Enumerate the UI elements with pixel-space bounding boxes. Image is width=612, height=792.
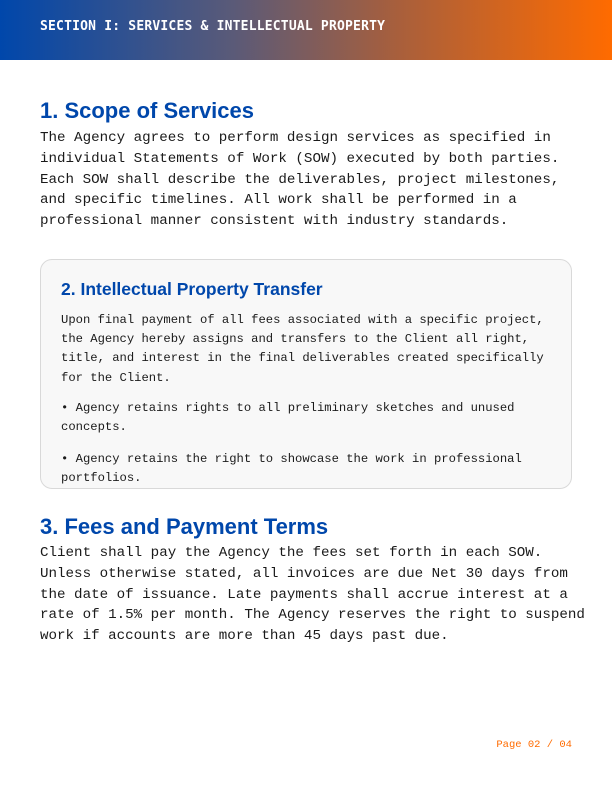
section-header-title: SECTION I: SERVICES & INTELLECTUAL PROPERTY xyxy=(40,19,386,34)
ip-transfer-body: Upon final payment of all fees associated with a specific project, the Agency hereby assigns and transfers to the Client all right, title, and interest in the final deliverables created specifically for the Client. xyxy=(61,313,544,385)
ip-bullet-preliminary-sketches: • Agency retains rights to all preliminary sketches and unused concepts. xyxy=(61,401,515,435)
scope-of-services-heading: 1. Scope of Services xyxy=(40,98,254,123)
ip-transfer-callout-box xyxy=(40,259,572,489)
section-header-band xyxy=(0,0,612,60)
page-number: Page 02 / 04 xyxy=(496,739,572,751)
scope-of-services-body: The Agency agrees to perform design services as specified in individual Statements of Work (SOW) executed by both parties. Each SOW shall describe the deliverables, project milestones, and specific timelines. All work shall be performed in a professional manner consistent with industry standards. xyxy=(40,130,560,230)
ip-transfer-heading: 2. Intellectual Property Transfer xyxy=(61,279,323,299)
fees-payment-body: Client shall pay the Agency the fees set forth in each SOW. Unless otherwise stated, all invoices are due Net 30 days from the date of issuance. Late payments shall accrue interest at a rate of 1.5% per month. The Agency reserves the right to suspend work if accounts are more than 45 days past due. xyxy=(40,545,585,645)
fees-payment-heading: 3. Fees and Payment Terms xyxy=(40,514,329,539)
ip-bullet-portfolio-rights: • Agency retains the right to showcase the work in professional portfolios. xyxy=(61,452,522,486)
